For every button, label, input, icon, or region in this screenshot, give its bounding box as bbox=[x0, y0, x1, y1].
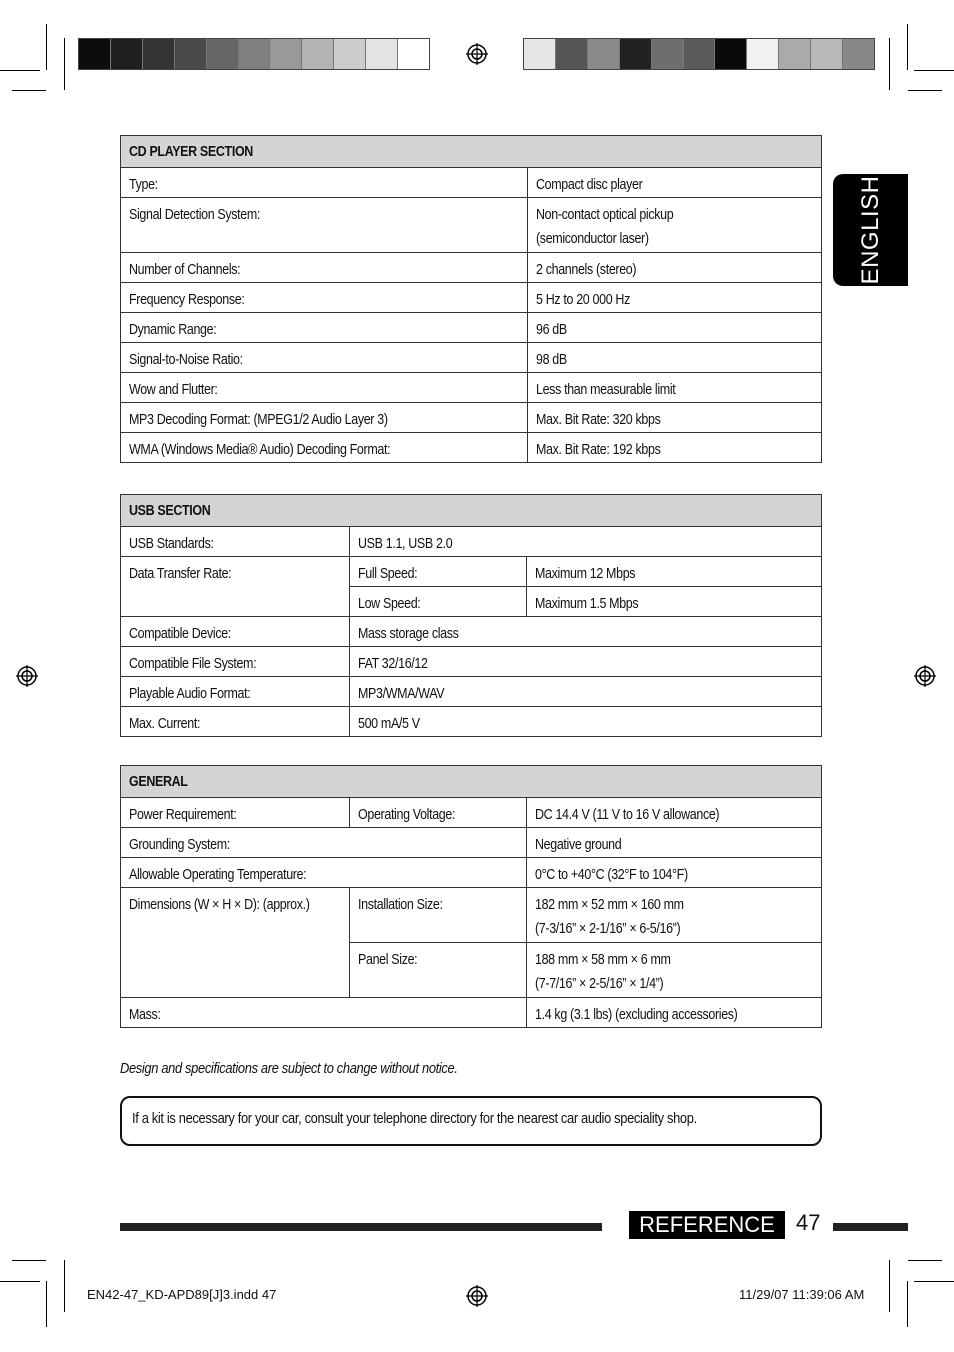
cd-section-title: CD PLAYER SECTION bbox=[121, 136, 822, 168]
spec-sublabel: Operating Voltage: bbox=[349, 798, 526, 828]
section-label: REFERENCE bbox=[639, 1212, 775, 1237]
spec-value: 2 channels (stereo) bbox=[527, 253, 821, 283]
spec-label: WMA (Windows Media® Audio) Decoding Format: bbox=[121, 433, 528, 463]
spec-value: 98 dB bbox=[527, 343, 821, 373]
crop-mark bbox=[64, 1260, 65, 1312]
table-row bbox=[121, 647, 822, 677]
spec-value: Max. Bit Rate: 192 kbps bbox=[527, 433, 821, 463]
spec-label: Data Transfer Rate: bbox=[121, 557, 350, 617]
spec-value: 182 mm × 52 mm × 160 mm (7-3/16” × 2-1/16” × 6-5/16”) bbox=[527, 888, 822, 943]
table-row bbox=[121, 373, 822, 403]
spec-value: Maximum 1.5 Mbps bbox=[527, 587, 822, 617]
crop-mark bbox=[46, 1281, 47, 1327]
spec-label: Dynamic Range: bbox=[121, 313, 528, 343]
spec-value: Mass storage class bbox=[349, 617, 821, 647]
language-tab bbox=[833, 174, 908, 286]
spec-label: Playable Audio Format: bbox=[121, 677, 350, 707]
spec-label: Compatible Device: bbox=[121, 617, 350, 647]
table-row bbox=[121, 557, 822, 587]
table-row bbox=[121, 253, 822, 283]
table-row bbox=[121, 283, 822, 313]
spec-value: Less than measurable limit bbox=[527, 373, 821, 403]
crop-mark bbox=[907, 1281, 908, 1327]
spec-value: 5 Hz to 20 000 Hz bbox=[527, 283, 821, 313]
language-tab-label: ENGLISH bbox=[856, 175, 884, 285]
table-row bbox=[121, 798, 822, 828]
registration-mark-icon bbox=[914, 665, 936, 687]
grayscale-color-bar bbox=[78, 38, 430, 70]
table-row bbox=[121, 313, 822, 343]
spec-label: Grounding System: bbox=[121, 828, 527, 858]
crop-mark bbox=[889, 1260, 890, 1312]
spec-value: 1.4 kg (3.1 lbs) (excluding accessories) bbox=[527, 998, 822, 1028]
spec-label: MP3 Decoding Format: (MPEG1/2 Audio Layer 3) bbox=[121, 403, 528, 433]
page-number: 47 bbox=[796, 1210, 821, 1235]
spec-label: Frequency Response: bbox=[121, 283, 528, 313]
spec-label: Power Requirement: bbox=[121, 798, 350, 828]
print-date-info: 11/29/07 11:39:06 AM bbox=[739, 1287, 865, 1302]
crop-mark bbox=[12, 1260, 46, 1261]
table-row bbox=[121, 433, 822, 463]
footer-rule-right bbox=[833, 1223, 908, 1231]
table-row bbox=[121, 527, 822, 557]
spec-value: 0°C to +40°C (32°F to 104°F) bbox=[527, 858, 822, 888]
crop-mark bbox=[907, 24, 908, 70]
spec-value: Compact disc player bbox=[527, 168, 821, 198]
spec-sublabel: Installation Size: bbox=[349, 888, 526, 943]
spec-label: Signal-to-Noise Ratio: bbox=[121, 343, 528, 373]
spec-value: Non-contact optical pickup (semiconductor laser) bbox=[527, 198, 821, 253]
spec-value: Negative ground bbox=[527, 828, 822, 858]
table-row bbox=[121, 858, 822, 888]
spec-value: USB 1.1, USB 2.0 bbox=[349, 527, 821, 557]
crop-mark bbox=[908, 1260, 942, 1261]
spec-value: 500 mA/5 V bbox=[349, 707, 821, 737]
crop-mark bbox=[914, 1281, 954, 1282]
spec-label: Number of Channels: bbox=[121, 253, 528, 283]
table-row bbox=[121, 168, 822, 198]
spec-sublabel: Full Speed: bbox=[349, 557, 527, 587]
spec-label: USB Standards: bbox=[121, 527, 350, 557]
registration-mark-icon bbox=[466, 43, 488, 65]
general-spec-table bbox=[120, 765, 822, 1028]
table-row bbox=[121, 403, 822, 433]
spec-label: Dimensions (W × H × D): (approx.) bbox=[121, 888, 350, 998]
kit-note-text: If a kit is necessary for your car, consult your telephone directory for the nearest car audio speciality shop. bbox=[132, 1110, 697, 1127]
section-label-box bbox=[629, 1211, 785, 1239]
spec-value: Maximum 12 Mbps bbox=[527, 557, 822, 587]
tone-color-bar bbox=[523, 38, 875, 70]
crop-mark bbox=[46, 24, 47, 70]
spec-value: 96 dB bbox=[527, 313, 821, 343]
crop-mark bbox=[0, 70, 40, 71]
specification-notice: Design and specifications are subject to change without notice. bbox=[120, 1060, 458, 1077]
spec-label: Max. Current: bbox=[121, 707, 350, 737]
spec-sublabel: Low Speed: bbox=[349, 587, 527, 617]
table-row bbox=[121, 828, 822, 858]
print-file-info: EN42-47_KD-APD89[J]3.indd 47 bbox=[87, 1287, 277, 1302]
table-row bbox=[121, 707, 822, 737]
crop-mark bbox=[889, 38, 890, 90]
spec-label: Allowable Operating Temperature: bbox=[121, 858, 527, 888]
cd-player-spec-table bbox=[120, 135, 822, 463]
crop-mark bbox=[0, 1281, 40, 1282]
table-row bbox=[121, 617, 822, 647]
spec-label: Type: bbox=[121, 168, 528, 198]
general-section-title: GENERAL bbox=[121, 766, 822, 798]
usb-spec-table bbox=[120, 494, 822, 737]
crop-mark bbox=[64, 38, 65, 90]
spec-label: Mass: bbox=[121, 998, 527, 1028]
registration-mark-icon bbox=[466, 1285, 488, 1307]
table-row bbox=[121, 198, 822, 253]
spec-value: MP3/WMA/WAV bbox=[349, 677, 821, 707]
spec-label: Compatible File System: bbox=[121, 647, 350, 677]
crop-mark bbox=[12, 90, 46, 91]
kit-note-box bbox=[120, 1096, 822, 1146]
table-row bbox=[121, 998, 822, 1028]
spec-label: Signal Detection System: bbox=[121, 198, 528, 253]
registration-mark-icon bbox=[16, 665, 38, 687]
table-row bbox=[121, 888, 822, 943]
spec-value: FAT 32/16/12 bbox=[349, 647, 821, 677]
spec-value: Max. Bit Rate: 320 kbps bbox=[527, 403, 821, 433]
spec-value: DC 14.4 V (11 V to 16 V allowance) bbox=[527, 798, 822, 828]
crop-mark bbox=[914, 70, 954, 71]
crop-mark bbox=[908, 90, 942, 91]
footer-rule-left bbox=[120, 1223, 602, 1231]
table-row bbox=[121, 677, 822, 707]
table-row bbox=[121, 343, 822, 373]
usb-section-title: USB SECTION bbox=[121, 495, 822, 527]
spec-label: Wow and Flutter: bbox=[121, 373, 528, 403]
spec-sublabel: Panel Size: bbox=[349, 943, 526, 998]
spec-value: 188 mm × 58 mm × 6 mm (7-7/16” × 2-5/16” × 1/4”) bbox=[527, 943, 822, 998]
